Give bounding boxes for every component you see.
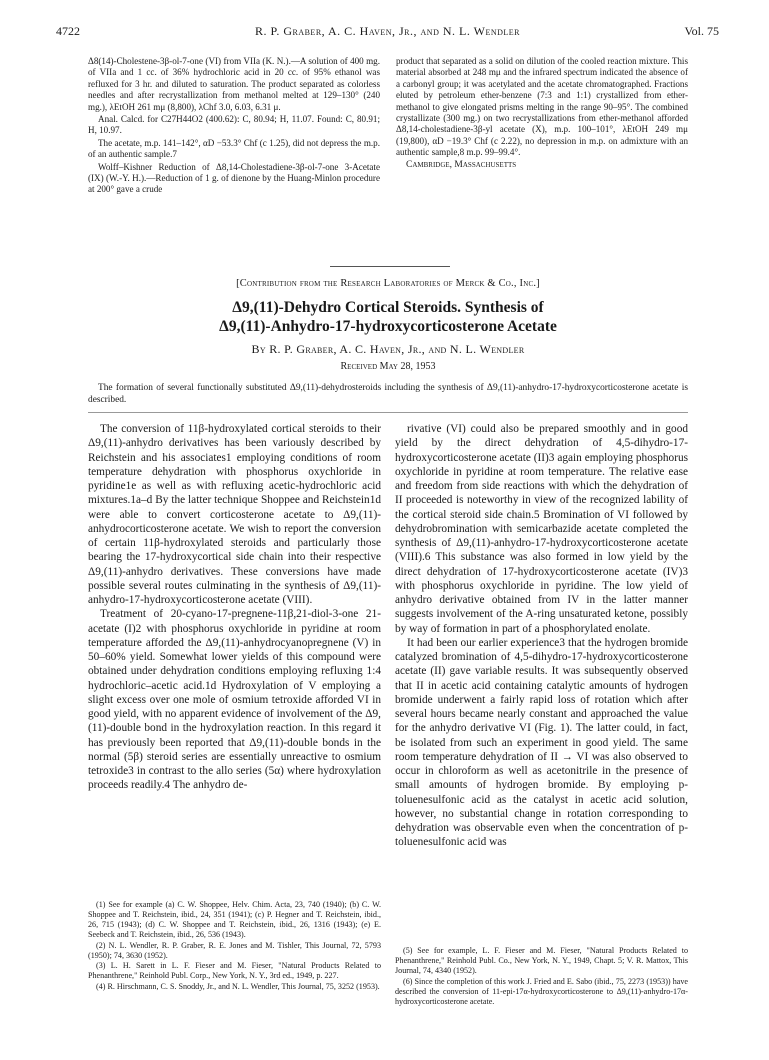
page-number: 4722 [56,24,80,38]
footnotes-right [395,946,688,1007]
contribution-line: [Contribution from the Research Laboratories of Merck & Co., Inc.] [236,278,540,289]
experimental-paragraph: The acetate, m.p. 141–142°, αD −53.3° Chf (c 1.25), did not depress the m.p. of an authentic sample.7 [88,137,380,160]
title-line-2: Δ9,(11)-Anhydro-17-hydroxycorticosterone Acetate [219,318,557,335]
footnotes-left [88,900,381,993]
running-head [56,24,719,42]
footnote: (6) Since the completion of this work J. Fried and E. Sabo (ibid., 75, 2273 (1953)) have described the conversion of 11-epi-17α-hydroxycorticosterone to Δ9,(11)-anhydro-17α-hydroxycorticosterone acetate. [395,976,688,1006]
footnote: (2) N. L. Wendler, R. P. Graber, R. E. Jones and M. Tishler, This Journal, 72, 5793 (1950); 74, 3630 (1952). [88,940,381,960]
experimental-column-left [88,56,380,197]
abstract: The formation of several functionally substituted Δ9,(11)-dehydrosteroids including the synthesis of Δ9,(11)-anhydro-17-hydroxycorticosterone acetate is described. [88,383,688,405]
volume-label: Vol. 75 [684,24,719,38]
byline: By R. P. Graber, A. C. Haven, Jr., and N. L. Wendler [251,342,525,356]
footnote: (1) See for example (a) C. W. Shoppee, Helv. Chim. Acta, 23, 740 (1940); (b) C. W. Shoppee and T. Reichstein, ibid., 24, 351 (1941); (c) P. Hegner and T. Reichstein, ibid., 26, 715 (1943); (d) C. W. Shoppee and T. Reichstein, ibid., 26, 1316 (1943); (e) E. Seebeck and T. Reichstein, ibid., 26, 536 (1943). [88,900,381,939]
received-date: Received May 28, 1953 [340,361,436,372]
article-title [88,298,688,336]
experimental-paragraph: product that separated as a solid on dilution of the cooled reaction mixture. This material absorbed at 248 mμ and the infrared spectrum indicated the absence of a carbonyl group; it was acetylated and the acetate chromatographed. Fractions eluted by petroleum ether-benzene (7:3 and 1:1) crystallized from ether-methanol to give elongated prisms melting in the range 90–95°. The combined crystallizate (300 mg.) on two recrystallizations from ether-methanol afforded Δ8,14-cholestadiene-3β-yl acetate (X), m.p. 100–101°, λEtOH 249 mμ (19,800), αD −19.3° Chf (c 2.22), no depression in m.p. on admixture with an authentic sample,8 m.p. 99–99.4°. [396,56,688,158]
experimental-paragraph: Wolff–Kishner Reduction of Δ8,14-Cholestadiene-3β-ol-7-one 3-Acetate (IX) (W.-Y. H.).—Reduction of 1 g. of dienone by the Huang-Minlon procedure at 200° gave a crude [88,161,380,195]
footnote: (4) R. Hirschmann, C. S. Snoddy, Jr., and N. L. Wendler, This Journal, 75, 3252 (1953). [96,982,380,992]
experimental-paragraph: Anal. Calcd. for C27H44O2 (400.62): C, 80.94; H, 11.07. Found: C, 80.91; H, 10.97. [88,114,380,136]
affiliation: Cambridge, Massachusetts [406,159,517,170]
footnote: (5) See for example, L. F. Fieser and M. Fieser, "Natural Products Related to Phenanthrene," Reinhold Publ. Co., New York, N. Y., 1949, Chapt. 5; V. R. Mattox, This Journal, 74, 4340 (1952). [395,946,688,975]
body-column-left [88,422,381,793]
body-paragraph: Treatment of 20-cyano-17-pregnene-11β,21-diol-3-one 21-acetate (I)2 with phosphorus oxychloride in pyridine at room temperature afforded the Δ9,(11)-anhydrocyanopregnene (V) in 50–60% yield. Somewhat lower yields of this compound were obtained under dehydration conditions employing refluxing 1:4 hydrochloric–acetic acid.1d Hydroxylation of V employing a slight excess over one mole of osmium tetroxide afforded VI in good yield, with no apparent evidence of involvement of the Δ9,(11)-double bond in the hydroxylation reaction. In this regard it has previously been reported that Δ9,(11)-double bonds in the normal (5β) steroid series are essentially unreactive to osmium tetroxide3 in contrast to the allo series (5α) where hydroxylation proceeds readily.4 The anhydro de- [88,608,381,792]
body-paragraph: It had been our earlier experience3 that the hydrogen bromide catalyzed bromination of 4,5-dihydro-17-hydroxycorticosterone acetate (II) gave variable results. It was subsequently observed that II in acetic acid containing catalytic amounts of hydrogen bromide underwent a fairly rapid loss of rotation which after several hours became nearly constant and approached the value for the anhydro derivative VI (Fig. 1). The latter could, in fact, be isolated from such an experiment in good yield. The same room temperature dehydration of II → VI was also observed to occur in chloroform as well as acetonitrile in the presence of small amounts of hydrogen bromide. By employing p-toluenesulfonic acid as the catalyst in acetic acid solution, however, no substantial change in rotation corresponding to dehydration was observable even when the concentration of p-toluenesulfonic acid was [395,636,688,849]
previous-article-experimental [88,56,688,306]
abstract-rule [88,412,688,413]
body-paragraph: rivative (VI) could also be prepared smoothly and in good yield by the direct dehydration of 4,5-dihydro-17-hydroxycorticosterone acetate (II)3 again employing phosphorus oxychloride in pyridine at room temperature. The relative ease and freedom from side reactions with which the dehydration of II proceeded is noteworthy in view of the recognized lability of the cortical steroid side chain.5 Bromination of VI followed by dehydrobromination with semicarbazide acetate completed the synthesis of Δ9,(11)-anhydro-17-hydroxycorticosterone acetate (VIII).6 This substance was also formed in low yield by the direct dehydration of 17-hydroxycorticosterone acetate (IV)3 with phosphorus oxychloride in pyridine. The low yield of anhydro derivative obtained from IV in the latter manner suggests involvement of the A-ring unsaturated ketone, possibly by way of formation in part of a phosphorylated enolate. [395,423,688,635]
title-line-1: Δ9,(11)-Dehydro Cortical Steroids. Synthesis of [232,299,544,316]
footnote: (3) L. H. Sarett in L. F. Fieser and M. Fieser, "Natural Products Related to Phenanthrene," Reinhold Publ. Corp., New York, N. Y., 3rd ed., 1949, p. 227. [88,961,381,981]
body-column-right [395,422,688,850]
running-head-authors: R. P. Graber, A. C. Haven, Jr., and N. L. Wendler [254,24,521,38]
experimental-paragraph: Δ8(14)-Cholestene-3β-ol-7-one (VI) from VIIa (K. N.).—A solution of 400 mg. of VIIa and 1 cc. of 36% hydrochloric acid in 20 cc. of 95% ethanol was refluxed for 3 hr. and diluted to saturation. The product separated as colorless needles and after recrystallization from methanol melted at 129–130° (240 mg.), λEtOH 261 mμ (8,800), λChf 3.0, 6.03, 6.31 μ. [88,56,380,112]
article-divider [330,266,450,267]
body-paragraph: The conversion of 11β-hydroxylated cortical steroids to their Δ9,(11)-anhydro derivatives has been variously described by Reichstein and his associates1 employing conditions of room temperature dehydration with phosphorus oxychloride in pyridine1e as well as with refluxing acetic-hydrochloric acid mixtures.1a–d By the latter technique Shoppee and Reichstein1d were able to convert corticosterone acetate to Δ9,(11)-anhydrocorticosterone acetate. We wish to report the conversion of certain 11β-hydroxylated steroids and particularly those bearing the 17-hydroxycortical side chain into their respective Δ9,(11)-anhydro derivatives. These conversions have made possible several routes culminating in the synthesis of Δ9,(11)-anhydro-17-hydroxycorticosterone acetate (VIII). [88,423,381,606]
experimental-column-right [396,56,688,172]
